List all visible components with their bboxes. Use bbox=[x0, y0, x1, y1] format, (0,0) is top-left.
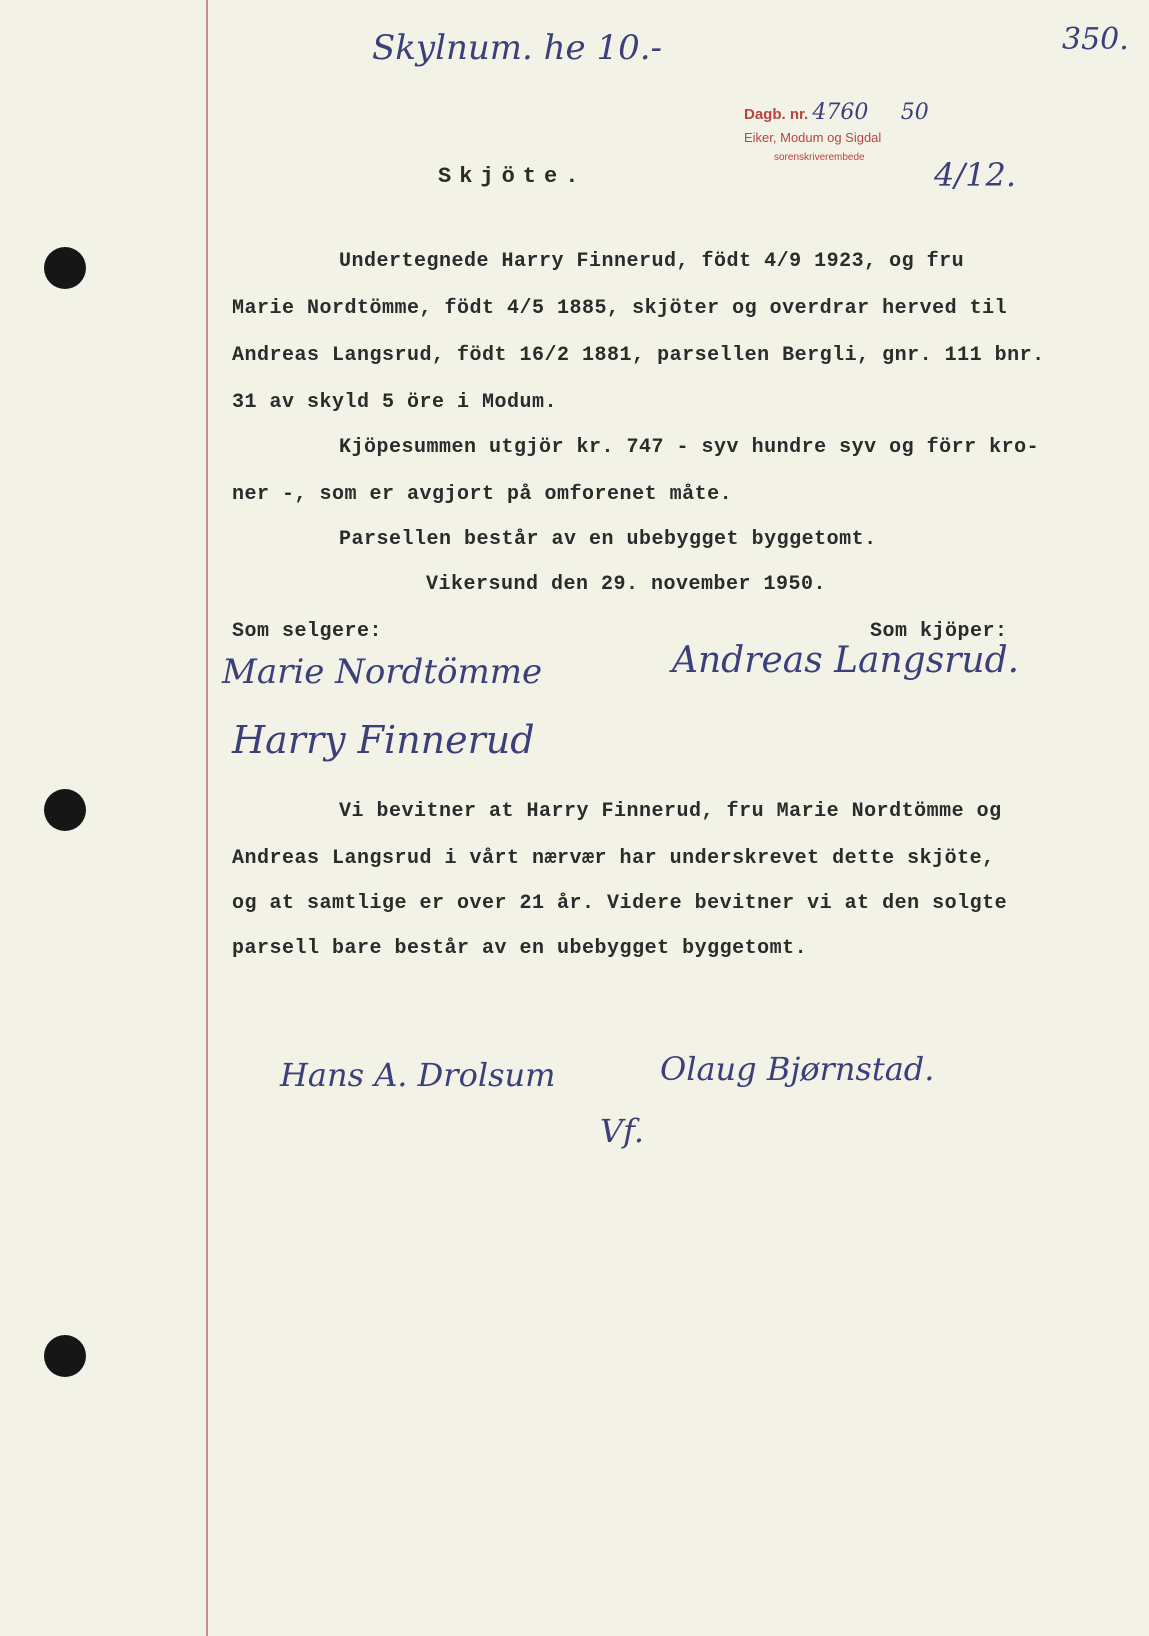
witness-line: parsell bare består av en ubebygget byggetomt. bbox=[232, 937, 808, 960]
stamp-number: 4760 bbox=[812, 100, 869, 125]
witness-line: Vi bevitner at Harry Finnerud, fru Marie Nordtömme og bbox=[339, 800, 1002, 823]
body-line: Parsellen består av en ubebygget byggetomt. bbox=[339, 528, 877, 551]
buyer-signature: Andreas Langsrud. bbox=[672, 640, 1020, 681]
buyer-label: Som kjöper: bbox=[870, 620, 1008, 643]
witness-line: Andreas Langsrud i vårt nærvær har underskrevet dette skjöte, bbox=[232, 847, 995, 870]
stamp-year: 50 bbox=[900, 100, 929, 125]
punch-hole bbox=[44, 247, 86, 289]
punch-hole bbox=[44, 789, 86, 831]
margin-rule bbox=[206, 0, 208, 1636]
witness-signature-1: Hans A. Drolsum bbox=[280, 1056, 556, 1094]
seller-signature-2: Harry Finnerud bbox=[232, 718, 535, 762]
header-annotation: Skylnum. he 10.- bbox=[372, 28, 663, 68]
place-date: Vikersund den 29. november 1950. bbox=[426, 573, 827, 596]
stamp-line-1 bbox=[744, 100, 929, 125]
witness-line: og at samtlige er over 21 år. Videre bevitner vi at den solgte bbox=[232, 892, 1008, 915]
stamp-line-3: sorenskriverembede bbox=[774, 152, 865, 163]
body-line: ner -, som er avgjort på omforenet måte. bbox=[232, 483, 733, 506]
body-line: Andreas Langsrud, födt 16/2 1881, parsellen Bergli, gnr. 111 bnr. bbox=[232, 344, 1045, 367]
body-line: Undertegnede Harry Finnerud, födt 4/9 1923, og fru bbox=[339, 250, 965, 273]
stamp-line-2: Eiker, Modum og Sigdal bbox=[744, 130, 882, 145]
body-line: 31 av skyld 5 öre i Modum. bbox=[232, 391, 558, 414]
body-line: Marie Nordtömme, födt 4/5 1885, skjöter og overdrar herved til bbox=[232, 297, 1008, 320]
body-line: Kjöpesummen utgjör kr. 747 - syv hundre syv og förr kro- bbox=[339, 436, 1040, 459]
witness-signature-2: Olaug Bjørnstad. bbox=[660, 1050, 935, 1088]
stamp-date: 4/12. bbox=[934, 156, 1017, 194]
sellers-label: Som selgere: bbox=[232, 620, 383, 643]
stamp-label: Dagb. nr. bbox=[744, 106, 809, 123]
witness-signature-note: Vf. bbox=[600, 1112, 644, 1150]
seller-signature-1: Marie Nordtömme bbox=[222, 652, 543, 692]
document-title: Skjöte. bbox=[438, 164, 587, 189]
page-number: 350. bbox=[1062, 22, 1129, 57]
punch-hole bbox=[44, 1335, 86, 1377]
